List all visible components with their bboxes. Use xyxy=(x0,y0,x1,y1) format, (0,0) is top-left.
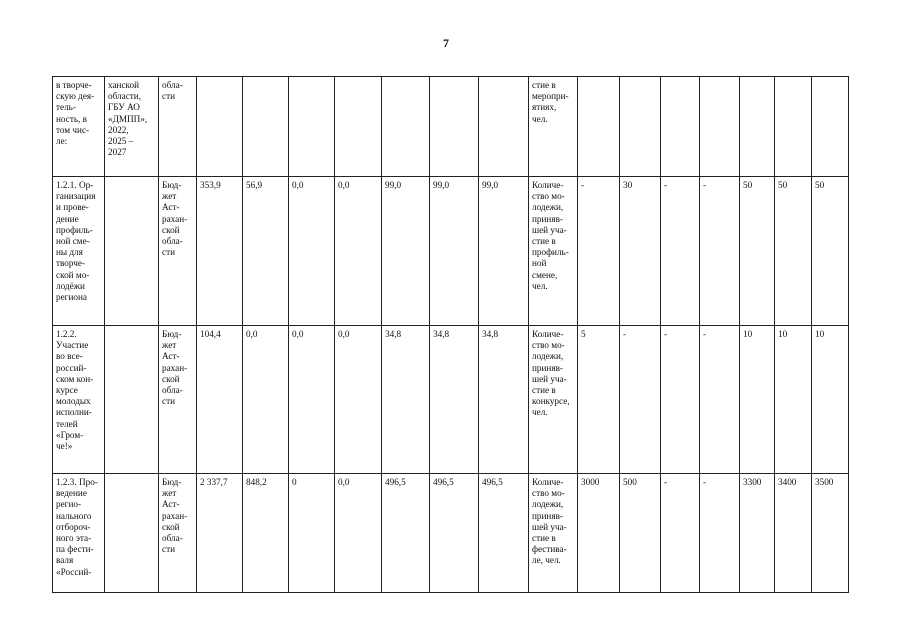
indicator-value-cell xyxy=(661,77,700,177)
indicator-value-cell xyxy=(740,77,775,177)
indicator-value-cell xyxy=(661,177,700,326)
indicator-value-cell xyxy=(700,474,740,593)
program-table xyxy=(52,76,849,593)
finance-value-text: 56,9 xyxy=(246,180,263,190)
finance-value-cell xyxy=(430,326,479,474)
indicator-value-cell xyxy=(775,77,812,177)
finance-value-cell xyxy=(243,326,289,474)
finance-value-text: 34,8 xyxy=(433,329,450,339)
activity-name-text: 1.2.2. Участие во все- россий- ском кон- курсе молодых исполни- телей «Гром- че!» xyxy=(56,329,94,452)
indicator-name-text: Количе- ство мо- лодежи, приняв- шей уча- стие в профиль- ной смене, чел. xyxy=(532,180,569,291)
funding-source-text: обла- сти xyxy=(162,80,183,102)
finance-value-cell xyxy=(335,77,382,177)
indicator-value-text: 10 xyxy=(743,329,753,339)
indicator-value-cell xyxy=(740,474,775,593)
finance-value-text: 0,0 xyxy=(292,180,304,190)
indicator-value-cell xyxy=(578,77,620,177)
funding-source-text: Бюд- жет Аст- рахан- ской обла- сти xyxy=(162,180,188,258)
finance-value-cell xyxy=(289,177,335,326)
finance-value-text: 496,5 xyxy=(433,477,454,487)
finance-value-cell xyxy=(382,474,430,593)
indicator-value-text: 3500 xyxy=(815,477,834,487)
indicator-value-text: - xyxy=(664,329,668,339)
indicator-value-text: 3000 xyxy=(581,477,600,487)
executor-text: ханской области, ГБУ АО «ДМПП», 2022, 2025 – 2027 xyxy=(108,80,148,158)
indicator-value-cell xyxy=(700,326,740,474)
finance-value-cell xyxy=(289,326,335,474)
indicator-value-text: 5 xyxy=(581,329,586,339)
finance-value-text: 0,0 xyxy=(246,329,258,339)
indicator-value-cell xyxy=(578,326,620,474)
finance-value-cell xyxy=(479,77,529,177)
indicator-name-text: Количе- ство мо- лодежи, приняв- шей уча- стие в фестива- ле, чел. xyxy=(532,477,567,566)
indicator-value-text: 50 xyxy=(743,180,753,190)
activity-name-text: 1.2.1. Ор- ганизация и прове- дение профиль- ной сме- ны для творче- ской мо- лодёжи региона xyxy=(56,180,96,303)
finance-value-text: 99,0 xyxy=(433,180,450,190)
activity-name-cell xyxy=(53,326,105,474)
indicator-value-cell xyxy=(661,474,700,593)
table-row xyxy=(53,77,849,177)
funding-source-cell xyxy=(159,326,197,474)
finance-value-cell xyxy=(197,326,243,474)
indicator-value-text: 3400 xyxy=(778,477,797,487)
indicator-value-cell xyxy=(740,177,775,326)
indicator-name-cell xyxy=(529,177,578,326)
finance-value-cell xyxy=(197,177,243,326)
indicator-value-cell xyxy=(775,177,812,326)
funding-source-cell xyxy=(159,177,197,326)
table-row xyxy=(53,326,849,474)
finance-value-text: 496,5 xyxy=(385,477,406,487)
executor-cell xyxy=(105,77,159,177)
finance-value-cell xyxy=(430,77,479,177)
indicator-value-cell xyxy=(740,326,775,474)
indicator-name-text: стие в меропри- ятиях, чел. xyxy=(532,80,569,124)
activity-name-text: 1.2.3. Про- ведение регио- нального отбороч- ного эта- па фести- валя «Россий- xyxy=(56,477,98,577)
finance-value-cell xyxy=(382,177,430,326)
indicator-value-text: - xyxy=(664,477,668,487)
finance-value-cell xyxy=(289,474,335,593)
finance-value-text: 0,0 xyxy=(338,329,350,339)
indicator-value-text: 50 xyxy=(778,180,788,190)
page-number: 7 xyxy=(443,36,449,50)
finance-value-cell xyxy=(382,326,430,474)
indicator-name-cell xyxy=(529,77,578,177)
finance-value-text: 34,8 xyxy=(385,329,402,339)
indicator-value-cell xyxy=(700,177,740,326)
table-body xyxy=(53,77,849,593)
indicator-value-text: 3300 xyxy=(743,477,762,487)
finance-value-cell xyxy=(430,474,479,593)
finance-value-cell xyxy=(382,77,430,177)
finance-value-cell xyxy=(335,326,382,474)
finance-value-text: 0,0 xyxy=(292,329,304,339)
finance-value-text: 99,0 xyxy=(482,180,499,190)
indicator-name-cell xyxy=(529,326,578,474)
executor-cell xyxy=(105,326,159,474)
finance-value-cell xyxy=(289,77,335,177)
indicator-name-cell xyxy=(529,474,578,593)
finance-value-cell xyxy=(479,326,529,474)
executor-cell xyxy=(105,177,159,326)
indicator-value-text: - xyxy=(623,329,627,339)
indicator-value-cell xyxy=(775,326,812,474)
table-row xyxy=(53,474,849,593)
indicator-value-cell xyxy=(620,474,661,593)
activity-name-cell xyxy=(53,177,105,326)
finance-value-cell xyxy=(243,474,289,593)
finance-value-cell xyxy=(335,474,382,593)
indicator-value-text: 50 xyxy=(815,180,825,190)
finance-value-cell xyxy=(197,77,243,177)
finance-value-text: 0,0 xyxy=(338,477,350,487)
indicator-value-text: - xyxy=(703,180,707,190)
indicator-value-text: - xyxy=(664,180,668,190)
finance-value-text: 0,0 xyxy=(338,180,350,190)
indicator-value-cell xyxy=(620,77,661,177)
indicator-value-cell xyxy=(578,474,620,593)
finance-value-text: 0 xyxy=(292,477,297,487)
funding-source-cell xyxy=(159,77,197,177)
funding-source-cell xyxy=(159,474,197,593)
finance-value-cell xyxy=(335,177,382,326)
indicator-value-text: 10 xyxy=(778,329,788,339)
funding-source-text: Бюд- жет Аст- рахан- ской обла- сти xyxy=(162,477,188,555)
activity-name-cell xyxy=(53,77,105,177)
finance-value-text: 2 337,7 xyxy=(200,477,228,487)
indicator-value-text: 10 xyxy=(815,329,825,339)
finance-value-cell xyxy=(430,177,479,326)
indicator-value-cell xyxy=(812,177,849,326)
indicator-value-cell xyxy=(578,177,620,326)
indicator-value-cell xyxy=(620,177,661,326)
finance-value-cell xyxy=(197,474,243,593)
finance-value-cell xyxy=(243,77,289,177)
indicator-value-cell xyxy=(700,77,740,177)
finance-value-text: 353,9 xyxy=(200,180,221,190)
finance-value-text: 104,4 xyxy=(200,329,221,339)
finance-value-text: 99,0 xyxy=(385,180,402,190)
finance-value-cell xyxy=(479,177,529,326)
indicator-value-cell xyxy=(812,326,849,474)
indicator-value-text: - xyxy=(703,329,707,339)
indicator-value-text: - xyxy=(703,477,707,487)
finance-value-cell xyxy=(479,474,529,593)
indicator-value-cell xyxy=(661,326,700,474)
funding-source-text: Бюд- жет Аст- рахан- ской обла- сти xyxy=(162,329,188,407)
finance-value-cell xyxy=(243,177,289,326)
indicator-value-cell xyxy=(775,474,812,593)
finance-value-text: 848,2 xyxy=(246,477,267,487)
indicator-value-cell xyxy=(812,474,849,593)
finance-value-text: 34,8 xyxy=(482,329,499,339)
activity-name-text: в творче- скую дея- тель- ность, в том чис- ле: xyxy=(56,80,95,147)
finance-value-text: 496,5 xyxy=(482,477,503,487)
executor-cell xyxy=(105,474,159,593)
activity-name-cell xyxy=(53,474,105,593)
indicator-value-text: - xyxy=(581,180,585,190)
table-row xyxy=(53,177,849,326)
indicator-value-text: 500 xyxy=(623,477,637,487)
indicator-name-text: Количе- ство мо- лодежи, приняв- шей уча- стие в конкурсе, чел. xyxy=(532,329,570,418)
indicator-value-cell xyxy=(620,326,661,474)
indicator-value-text: 30 xyxy=(623,180,633,190)
indicator-value-cell xyxy=(812,77,849,177)
